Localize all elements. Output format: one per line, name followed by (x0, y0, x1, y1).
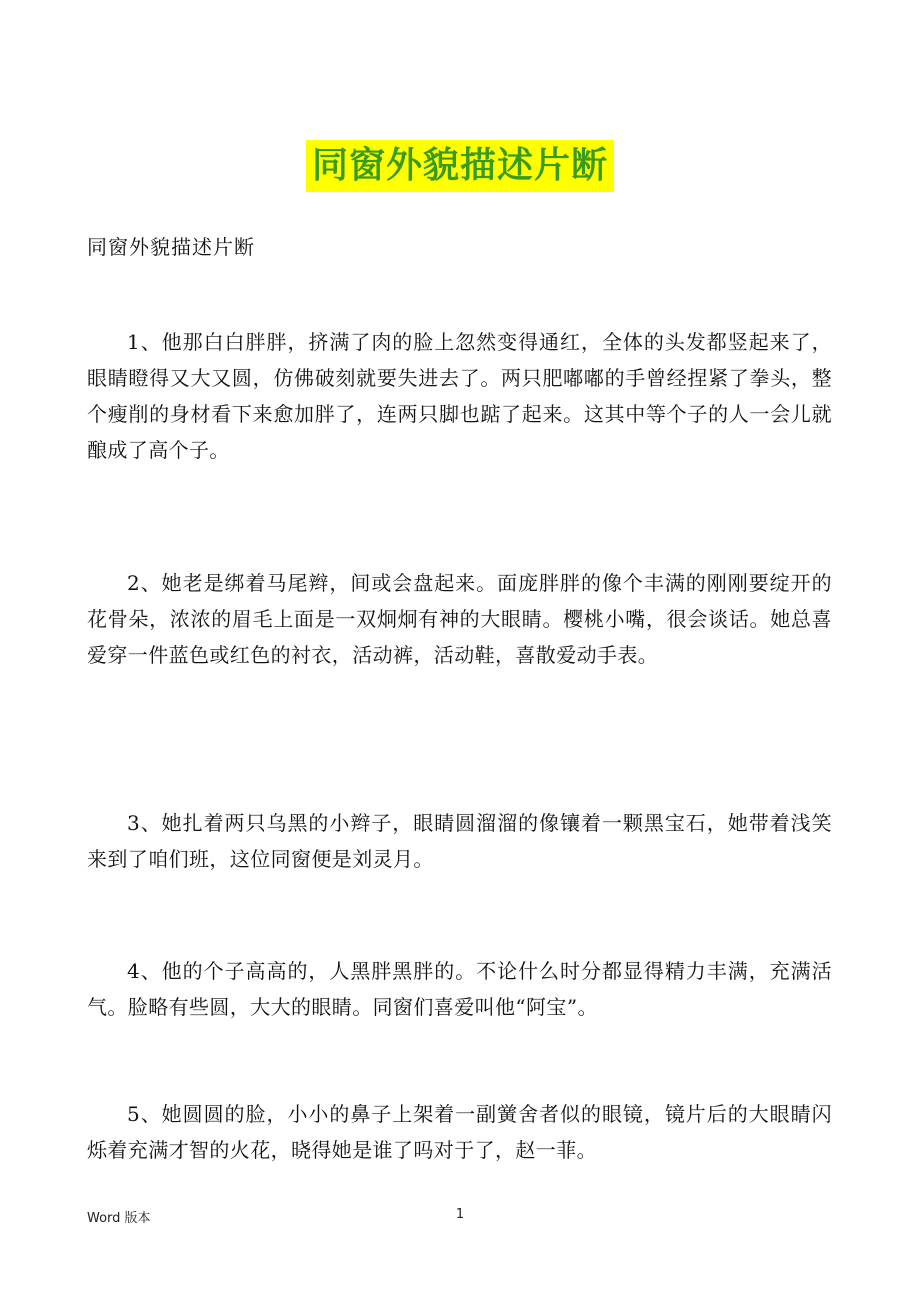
footer-page-number: 1 (455, 1207, 465, 1222)
page-title: 同窗外貌描述片断 (306, 140, 614, 192)
paragraph-5: 5、她圆圆的脸，小小的鼻子上架着一副黉舍者似的眼镜，镜片后的大眼睛闪烁着充满才智的火花，晓得她是谁了吗对于了，赵一菲。 (87, 1102, 832, 1162)
document-subtitle: 同窗外貌描述片断 (87, 235, 255, 259)
title-container (0, 140, 920, 192)
paragraph-3: 3、她扎着两只乌黑的小辫子，眼睛圆溜溜的像镶着一颗黑宝石，她带着浅笑来到了咱们班，这位同窗便是刘灵月。 (87, 811, 832, 871)
paragraph-4: 4、他的个子高高的，人黑胖黑胖的。不论什么时分都显得精力丰满，充满活气。脸略有些圆，大大的眼睛。同窗们喜爱叫他“阿宝”。 (87, 959, 832, 1019)
footer-version-label: Word 版本 (87, 1211, 151, 1226)
paragraph-2: 2、她老是绑着马尾辫，间或会盘起来。面庞胖胖的像个丰满的刚刚要绽开的花骨朵，浓浓的眉毛上面是一双炯炯有神的大眼睛。樱桃小嘴，很会谈话。她总喜爱穿一件蓝色或红色的衬衣，活动裤，活动鞋，喜散爱动手表。 (87, 571, 832, 667)
paragraph-1: 1、他那白白胖胖，挤满了肉的脸上忽然变得通红，全体的头发都竖起来了，眼睛瞪得又大又圆，仿佛破刻就要失进去了。两只肥嘟嘟的手曾经捏紧了拳头，整个瘦削的身材看下来愈加胖了，连两只脚也踮了起来。这其中等个子的人一会儿就酿成了高个子。 (87, 330, 832, 462)
